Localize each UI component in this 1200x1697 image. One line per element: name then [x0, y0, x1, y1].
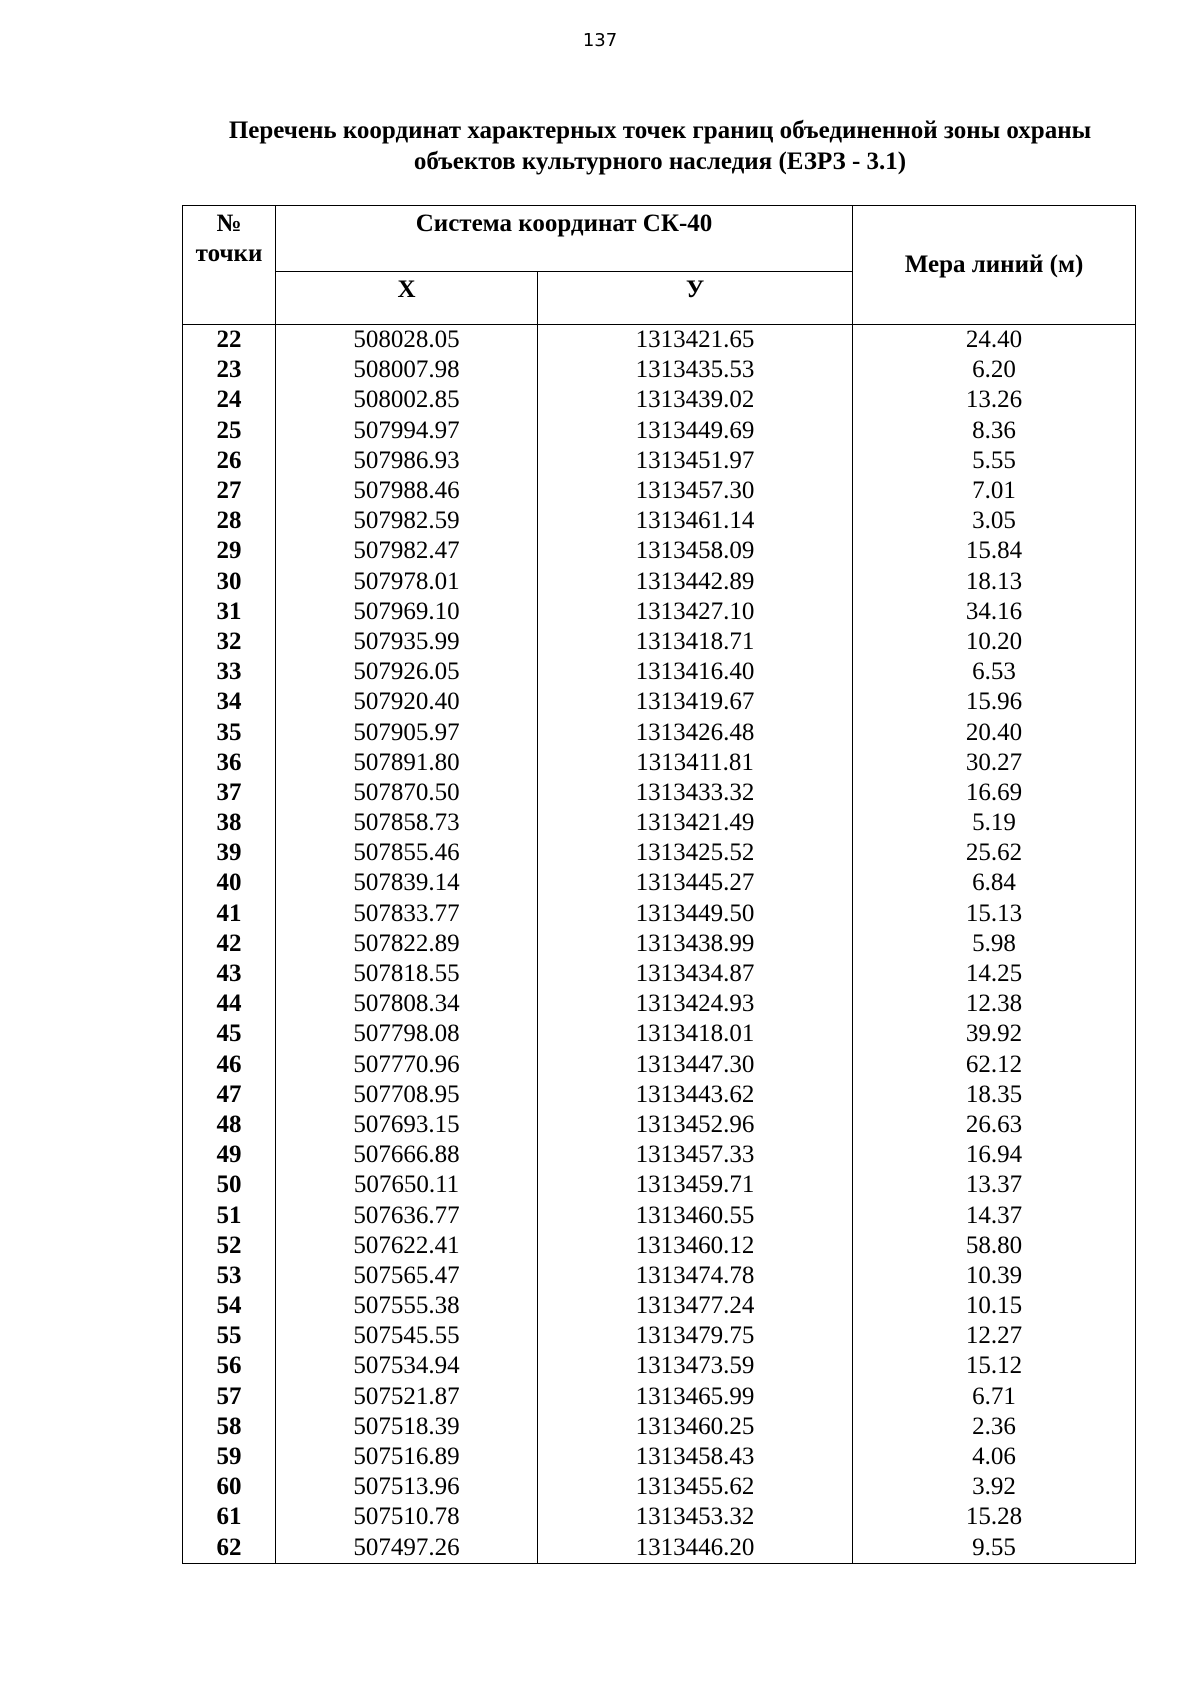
point-number-cell: 54	[183, 1291, 276, 1321]
x-coordinate-cell: 507986.93	[276, 446, 538, 476]
table-row	[183, 1050, 1136, 1080]
line-length-cell: 15.28	[853, 1502, 1136, 1532]
y-coordinate-cell: 1313451.97	[538, 446, 853, 476]
point-number-cell: 24	[183, 385, 276, 415]
point-number-cell: 57	[183, 1382, 276, 1412]
coordinates-table	[182, 205, 1136, 1564]
line-length-cell: 25.62	[853, 838, 1136, 868]
table-row	[183, 1321, 1136, 1351]
x-coordinate-cell: 507822.89	[276, 929, 538, 959]
table-row	[183, 899, 1136, 929]
line-length-cell: 30.27	[853, 748, 1136, 778]
y-coordinate-cell: 1313460.55	[538, 1200, 853, 1230]
point-number-cell: 31	[183, 597, 276, 627]
header-point-number	[183, 206, 276, 325]
x-coordinate-cell: 507565.47	[276, 1261, 538, 1291]
y-coordinate-cell: 1313421.65	[538, 325, 853, 356]
table-row	[183, 748, 1136, 778]
y-coordinate-cell: 1313459.71	[538, 1170, 853, 1200]
x-coordinate-cell: 508002.85	[276, 385, 538, 415]
table-row	[183, 1231, 1136, 1261]
line-length-cell: 15.96	[853, 687, 1136, 717]
point-number-cell: 48	[183, 1110, 276, 1140]
line-length-cell: 58.80	[853, 1231, 1136, 1261]
y-coordinate-cell: 1313449.69	[538, 416, 853, 446]
x-coordinate-cell: 507855.46	[276, 838, 538, 868]
x-coordinate-cell: 507798.08	[276, 1019, 538, 1049]
table-row	[183, 506, 1136, 536]
x-coordinate-cell: 507818.55	[276, 959, 538, 989]
table-row	[183, 1110, 1136, 1140]
x-coordinate-cell: 507708.95	[276, 1080, 538, 1110]
line-length-cell: 14.25	[853, 959, 1136, 989]
y-coordinate-cell: 1313418.01	[538, 1019, 853, 1049]
table-row	[183, 1261, 1136, 1291]
table-row	[183, 1502, 1136, 1532]
line-length-cell: 7.01	[853, 476, 1136, 506]
header-line-length: Мера линий (м)	[853, 206, 1136, 325]
x-coordinate-cell: 507510.78	[276, 1502, 538, 1532]
table-row	[183, 959, 1136, 989]
y-coordinate-cell: 1313449.50	[538, 899, 853, 929]
line-length-cell: 10.39	[853, 1261, 1136, 1291]
line-length-cell: 15.12	[853, 1351, 1136, 1381]
point-number-cell: 25	[183, 416, 276, 446]
title-line-2: объектов культурного наследия (ЕЗРЗ - 3.1)	[413, 148, 907, 175]
point-number-cell: 55	[183, 1321, 276, 1351]
table-row	[183, 838, 1136, 868]
table-row	[183, 1200, 1136, 1230]
table-row	[183, 1412, 1136, 1442]
table-row	[183, 657, 1136, 687]
x-coordinate-cell: 507534.94	[276, 1351, 538, 1381]
y-coordinate-cell: 1313473.59	[538, 1351, 853, 1381]
x-coordinate-cell: 507666.88	[276, 1140, 538, 1170]
table-row	[183, 1140, 1136, 1170]
point-number-cell: 22	[183, 325, 276, 356]
y-coordinate-cell: 1313425.52	[538, 838, 853, 868]
header-num-label: точки	[195, 240, 263, 267]
line-length-cell: 18.35	[853, 1080, 1136, 1110]
y-coordinate-cell: 1313421.49	[538, 808, 853, 838]
x-coordinate-cell: 507497.26	[276, 1533, 538, 1564]
point-number-cell: 56	[183, 1351, 276, 1381]
line-length-cell: 18.13	[853, 567, 1136, 597]
page-number: 137	[582, 30, 618, 51]
y-coordinate-cell: 1313455.62	[538, 1472, 853, 1502]
title-line-1: Перечень координат характерных точек границ объединенной зоны охраны	[228, 117, 1092, 144]
line-length-cell: 6.84	[853, 868, 1136, 898]
y-coordinate-cell: 1313442.89	[538, 567, 853, 597]
line-length-cell: 6.20	[853, 355, 1136, 385]
x-coordinate-cell: 507516.89	[276, 1442, 538, 1472]
line-length-cell: 39.92	[853, 1019, 1136, 1049]
y-coordinate-cell: 1313460.25	[538, 1412, 853, 1442]
line-length-cell: 16.94	[853, 1140, 1136, 1170]
point-number-cell: 62	[183, 1533, 276, 1564]
y-coordinate-cell: 1313452.96	[538, 1110, 853, 1140]
table-row	[183, 687, 1136, 717]
table-row	[183, 929, 1136, 959]
y-coordinate-cell: 1313433.32	[538, 778, 853, 808]
y-coordinate-cell: 1313461.14	[538, 506, 853, 536]
table-row	[183, 1472, 1136, 1502]
y-coordinate-cell: 1313419.67	[538, 687, 853, 717]
point-number-cell: 26	[183, 446, 276, 476]
line-length-cell: 4.06	[853, 1442, 1136, 1472]
x-coordinate-cell: 507920.40	[276, 687, 538, 717]
point-number-cell: 45	[183, 1019, 276, 1049]
point-number-cell: 42	[183, 929, 276, 959]
y-coordinate-cell: 1313447.30	[538, 1050, 853, 1080]
x-coordinate-cell: 507693.15	[276, 1110, 538, 1140]
x-coordinate-cell: 507518.39	[276, 1412, 538, 1442]
x-coordinate-cell: 507622.41	[276, 1231, 538, 1261]
table-row	[183, 1291, 1136, 1321]
point-number-cell: 59	[183, 1442, 276, 1472]
y-coordinate-cell: 1313427.10	[538, 597, 853, 627]
x-coordinate-cell: 507870.50	[276, 778, 538, 808]
point-number-cell: 43	[183, 959, 276, 989]
line-length-cell: 10.15	[853, 1291, 1136, 1321]
y-coordinate-cell: 1313457.33	[538, 1140, 853, 1170]
y-coordinate-cell: 1313479.75	[538, 1321, 853, 1351]
line-length-cell: 5.55	[853, 446, 1136, 476]
page-title	[180, 115, 1140, 177]
table-row	[183, 627, 1136, 657]
table-row	[183, 385, 1136, 415]
table-row	[183, 536, 1136, 566]
y-coordinate-cell: 1313439.02	[538, 385, 853, 415]
point-number-cell: 37	[183, 778, 276, 808]
table-row	[183, 1019, 1136, 1049]
line-length-cell: 26.63	[853, 1110, 1136, 1140]
line-length-cell: 13.26	[853, 385, 1136, 415]
y-coordinate-cell: 1313424.93	[538, 989, 853, 1019]
x-coordinate-cell: 507994.97	[276, 416, 538, 446]
table-row	[183, 1351, 1136, 1381]
y-coordinate-cell: 1313416.40	[538, 657, 853, 687]
header-num-symbol: №	[216, 210, 242, 237]
x-coordinate-cell: 507839.14	[276, 868, 538, 898]
y-coordinate-cell: 1313446.20	[538, 1533, 853, 1564]
y-coordinate-cell: 1313426.48	[538, 717, 853, 747]
x-coordinate-cell: 507555.38	[276, 1291, 538, 1321]
line-length-cell: 13.37	[853, 1170, 1136, 1200]
table-row	[183, 778, 1136, 808]
line-length-cell: 15.13	[853, 899, 1136, 929]
point-number-cell: 47	[183, 1080, 276, 1110]
line-length-cell: 5.19	[853, 808, 1136, 838]
y-coordinate-cell: 1313458.43	[538, 1442, 853, 1472]
y-coordinate-cell: 1313411.81	[538, 748, 853, 778]
x-coordinate-cell: 507833.77	[276, 899, 538, 929]
y-coordinate-cell: 1313418.71	[538, 627, 853, 657]
table-body	[183, 325, 1136, 1564]
line-length-cell: 8.36	[853, 416, 1136, 446]
point-number-cell: 27	[183, 476, 276, 506]
x-coordinate-cell: 507978.01	[276, 567, 538, 597]
x-coordinate-cell: 507770.96	[276, 1050, 538, 1080]
point-number-cell: 32	[183, 627, 276, 657]
table-row	[183, 1170, 1136, 1200]
x-coordinate-cell: 508007.98	[276, 355, 538, 385]
line-length-cell: 12.27	[853, 1321, 1136, 1351]
point-number-cell: 35	[183, 717, 276, 747]
point-number-cell: 36	[183, 748, 276, 778]
point-number-cell: 30	[183, 567, 276, 597]
table-row	[183, 355, 1136, 385]
line-length-cell: 10.20	[853, 627, 1136, 657]
y-coordinate-cell: 1313438.99	[538, 929, 853, 959]
table-row	[183, 476, 1136, 506]
point-number-cell: 46	[183, 1050, 276, 1080]
x-coordinate-cell: 507808.34	[276, 989, 538, 1019]
table-row	[183, 1533, 1136, 1564]
line-length-cell: 24.40	[853, 325, 1136, 356]
y-coordinate-cell: 1313460.12	[538, 1231, 853, 1261]
line-length-cell: 3.92	[853, 1472, 1136, 1502]
x-coordinate-cell: 507905.97	[276, 717, 538, 747]
line-length-cell: 62.12	[853, 1050, 1136, 1080]
point-number-cell: 60	[183, 1472, 276, 1502]
table-row	[183, 868, 1136, 898]
y-coordinate-cell: 1313458.09	[538, 536, 853, 566]
line-length-cell: 20.40	[853, 717, 1136, 747]
y-coordinate-cell: 1313445.27	[538, 868, 853, 898]
point-number-cell: 39	[183, 838, 276, 868]
header-x: X	[276, 272, 538, 325]
x-coordinate-cell: 507545.55	[276, 1321, 538, 1351]
point-number-cell: 41	[183, 899, 276, 929]
y-coordinate-cell: 1313435.53	[538, 355, 853, 385]
point-number-cell: 61	[183, 1502, 276, 1532]
x-coordinate-cell: 507650.11	[276, 1170, 538, 1200]
line-length-cell: 15.84	[853, 536, 1136, 566]
table-row	[183, 446, 1136, 476]
y-coordinate-cell: 1313465.99	[538, 1382, 853, 1412]
point-number-cell: 49	[183, 1140, 276, 1170]
x-coordinate-cell: 507891.80	[276, 748, 538, 778]
line-length-cell: 34.16	[853, 597, 1136, 627]
y-coordinate-cell: 1313477.24	[538, 1291, 853, 1321]
line-length-cell: 6.53	[853, 657, 1136, 687]
table-row	[183, 1080, 1136, 1110]
point-number-cell: 58	[183, 1412, 276, 1442]
point-number-cell: 44	[183, 989, 276, 1019]
point-number-cell: 23	[183, 355, 276, 385]
point-number-cell: 50	[183, 1170, 276, 1200]
point-number-cell: 38	[183, 808, 276, 838]
table-row	[183, 325, 1136, 356]
line-length-cell: 12.38	[853, 989, 1136, 1019]
x-coordinate-cell: 507988.46	[276, 476, 538, 506]
point-number-cell: 34	[183, 687, 276, 717]
line-length-cell: 16.69	[853, 778, 1136, 808]
point-number-cell: 40	[183, 868, 276, 898]
line-length-cell: 9.55	[853, 1533, 1136, 1564]
line-length-cell: 14.37	[853, 1200, 1136, 1230]
line-length-cell: 3.05	[853, 506, 1136, 536]
x-coordinate-cell: 508028.05	[276, 325, 538, 356]
y-coordinate-cell: 1313453.32	[538, 1502, 853, 1532]
line-length-cell: 2.36	[853, 1412, 1136, 1442]
line-length-cell: 5.98	[853, 929, 1136, 959]
header-y: У	[538, 272, 853, 325]
table-row	[183, 567, 1136, 597]
table-row	[183, 808, 1136, 838]
x-coordinate-cell: 507982.47	[276, 536, 538, 566]
point-number-cell: 51	[183, 1200, 276, 1230]
y-coordinate-cell: 1313443.62	[538, 1080, 853, 1110]
x-coordinate-cell: 507513.96	[276, 1472, 538, 1502]
point-number-cell: 52	[183, 1231, 276, 1261]
point-number-cell: 29	[183, 536, 276, 566]
table-row	[183, 1382, 1136, 1412]
x-coordinate-cell: 507858.73	[276, 808, 538, 838]
y-coordinate-cell: 1313434.87	[538, 959, 853, 989]
x-coordinate-cell: 507926.05	[276, 657, 538, 687]
line-length-cell: 6.71	[853, 1382, 1136, 1412]
point-number-cell: 53	[183, 1261, 276, 1291]
x-coordinate-cell: 507935.99	[276, 627, 538, 657]
table-row	[183, 416, 1136, 446]
x-coordinate-cell: 507636.77	[276, 1200, 538, 1230]
y-coordinate-cell: 1313474.78	[538, 1261, 853, 1291]
table-row	[183, 1442, 1136, 1472]
table-header	[183, 206, 1136, 325]
point-number-cell: 28	[183, 506, 276, 536]
table-row	[183, 989, 1136, 1019]
table-row	[183, 717, 1136, 747]
header-coordinate-system: Система координат СК-40	[276, 206, 853, 272]
point-number-cell: 33	[183, 657, 276, 687]
x-coordinate-cell: 507969.10	[276, 597, 538, 627]
x-coordinate-cell: 507982.59	[276, 506, 538, 536]
table-row	[183, 597, 1136, 627]
x-coordinate-cell: 507521.87	[276, 1382, 538, 1412]
y-coordinate-cell: 1313457.30	[538, 476, 853, 506]
